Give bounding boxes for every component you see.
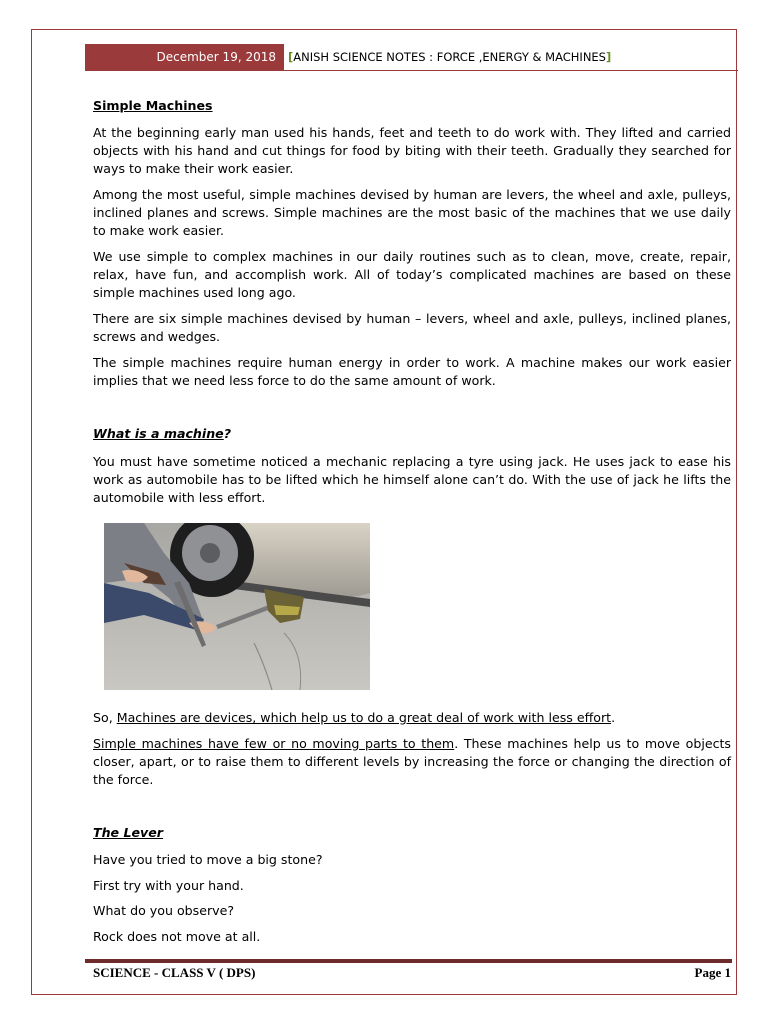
lever-line: What do you observe? — [93, 903, 235, 918]
mechanic-jack-photo — [104, 523, 370, 690]
header-title — [288, 44, 611, 71]
footer-rule — [85, 959, 732, 963]
lever-line: Rock does not move at all. — [93, 929, 261, 944]
definition-prefix: So, — [93, 710, 117, 725]
footer-subject: SCIENCE - CLASS V ( DPS) — [93, 965, 256, 980]
paragraph: The simple machines require human energy in order to work. A machine makes our work easier implies that we need less force to do the same amount of work. — [93, 355, 731, 388]
simple-machines-rest: . These machines help us to move objects closer, apart, or to raise them to different levels by increasing the force or changing the direction of the force. — [93, 736, 731, 787]
header-bracket-close: ] — [605, 50, 612, 64]
heading-what-is-machine-text: What is a machine — [93, 426, 224, 441]
definition-underlined: Machines are devices, which help us to do a great deal of work with less effort — [116, 710, 612, 725]
paragraph: We use simple to complex machines in our daily routines such as to clean, move, create, repair, relax, have fun, and accomplish work. All of today’s complicated machines are based on these simple machines used long ago. — [93, 249, 731, 300]
paragraph: You must have sometime noticed a mechanic replacing a tyre using jack. He uses jack to ease his work as automobile has to be lifted which he himself alone can’t do. With the use of jack he lifts the automobile with less effort. — [93, 454, 731, 505]
heading-question-mark: ? — [223, 426, 232, 441]
heading-what-is-machine — [93, 425, 231, 443]
lever-line: First try with your hand. — [93, 878, 244, 893]
machine-definition — [93, 709, 731, 727]
footer-page-number: Page 1 — [694, 965, 731, 980]
definition-suffix: . — [611, 710, 616, 725]
paragraph: There are six simple machines devised by human – levers, wheel and axle, pulleys, inclined planes, screws and wedges. — [93, 311, 731, 344]
header-title-text: ANISH SCIENCE NOTES : FORCE ,ENERGY & MACHINES — [293, 50, 606, 64]
simple-machines-underlined: Simple machines have few or no moving parts to them — [93, 736, 455, 751]
heading-simple-machines: Simple Machines — [93, 98, 213, 113]
paragraph: At the beginning early man used his hands, feet and teeth to do work with. They lifted and carried objects with his hand and cut things for food by biting with their teeth. Gradually they searched for ways to make their work easier. — [93, 125, 731, 176]
lever-line: Have you tried to move a big stone? — [93, 852, 323, 867]
header-bracket-open: [ — [288, 50, 294, 64]
paragraph: Among the most useful, simple machines devised by human are levers, the wheel and axle, pulleys, inclined planes and screws. Simple machines are the most basic of the machines that we use daily to make work easier. — [93, 187, 731, 238]
heading-the-lever: The Lever — [93, 825, 164, 840]
header-date: December 19, 2018 — [85, 44, 284, 71]
simple-machines-paragraph — [93, 735, 731, 789]
